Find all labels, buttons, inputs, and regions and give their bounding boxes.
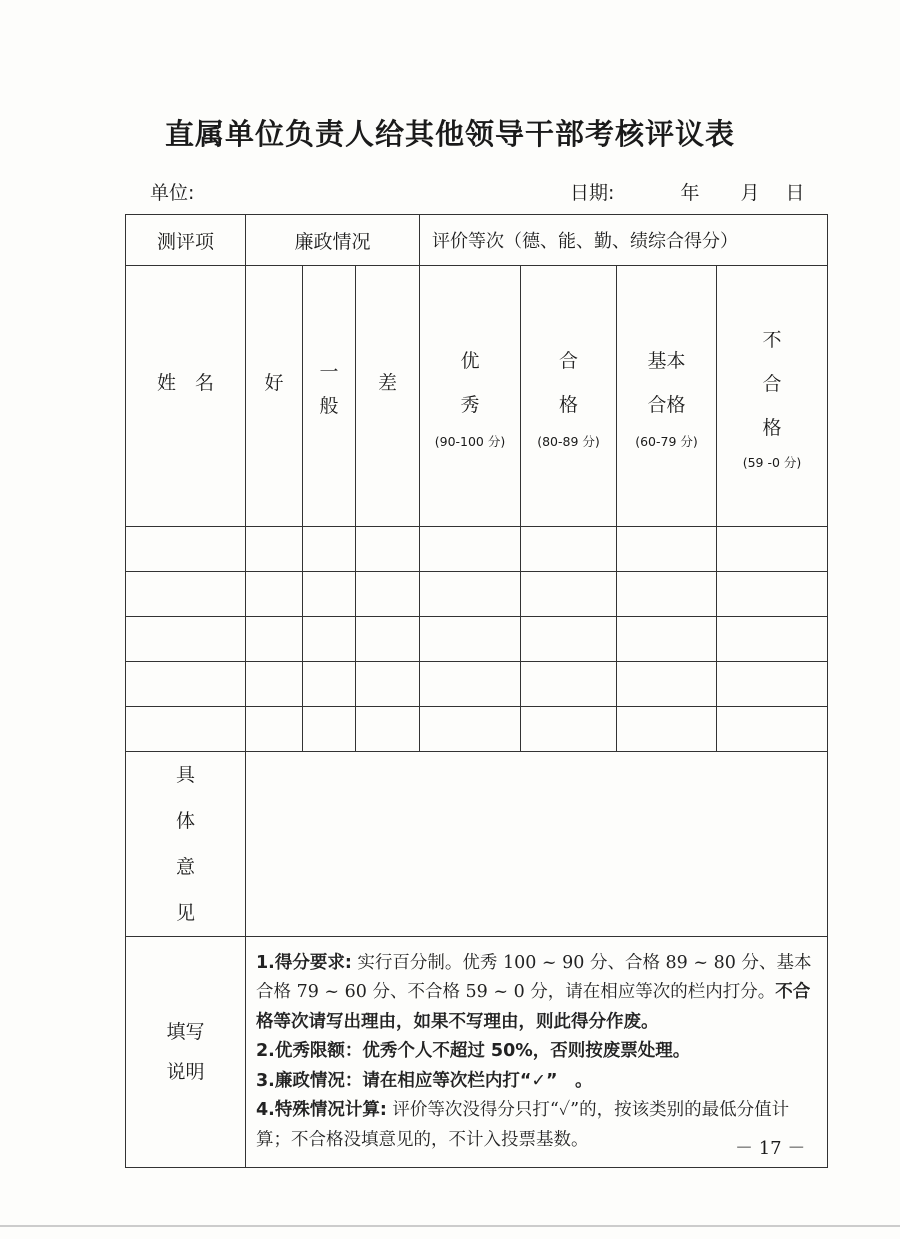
qualified-cell[interactable] — [521, 662, 617, 707]
table-row — [126, 527, 828, 572]
basic-qualified-cell[interactable] — [617, 662, 717, 707]
name-cell[interactable] — [126, 707, 246, 752]
good-cell[interactable] — [246, 617, 303, 662]
excellent-cell[interactable] — [420, 617, 521, 662]
unqualified-cell[interactable] — [717, 662, 828, 707]
qualified-cell[interactable] — [521, 707, 617, 752]
evaluation-header: 评价等次（德、能、勤、绩综合得分） — [420, 215, 828, 266]
good-cell[interactable] — [246, 707, 303, 752]
name-cell[interactable] — [126, 572, 246, 617]
date-label: 日期: — [570, 182, 615, 204]
note-4: 4.特殊情况计算: 评价等次没得分只打“✓”的，按该类别的最低分值计算；不合格没填意见的，不计入投票基数。 — [256, 1100, 790, 1150]
notes-text — [246, 937, 828, 1168]
table-row — [126, 572, 828, 617]
scan-edge-divider — [0, 1225, 900, 1227]
day-label: 日 — [785, 182, 805, 204]
excellent-cell[interactable] — [420, 572, 521, 617]
integrity-header: 廉政情况 — [246, 215, 420, 266]
excellent-cell[interactable] — [420, 527, 521, 572]
average-cell[interactable] — [303, 662, 356, 707]
qualified-cell[interactable] — [521, 617, 617, 662]
name-cell[interactable] — [126, 527, 246, 572]
good-header: 好 — [246, 266, 303, 527]
qualified-cell[interactable] — [521, 527, 617, 572]
opinion-label: 具 体 意 见 — [126, 752, 246, 937]
opinion-field[interactable] — [246, 752, 828, 937]
average-header: 一 般 — [303, 266, 356, 527]
average-cell[interactable] — [303, 617, 356, 662]
unqualified-header: 不 合 格 (59 -0 分) — [717, 266, 828, 527]
note-3: 3.廉政情况：请在相应等次栏内打“✓” 。 — [256, 1070, 593, 1091]
table-row — [126, 707, 828, 752]
column-header-row — [126, 266, 828, 527]
unqualified-cell[interactable] — [717, 707, 828, 752]
excellent-cell[interactable] — [420, 707, 521, 752]
good-cell[interactable] — [246, 662, 303, 707]
good-cell[interactable] — [246, 527, 303, 572]
basic-qualified-header: 基本 合格 (60-79 分) — [617, 266, 717, 527]
month-label: 月 — [740, 182, 760, 204]
poor-header: 差 — [356, 266, 420, 527]
average-cell[interactable] — [303, 707, 356, 752]
date-field — [570, 178, 810, 205]
name-cell[interactable] — [126, 662, 246, 707]
qualified-cell[interactable] — [521, 572, 617, 617]
unqualified-cell[interactable] — [717, 572, 828, 617]
qualified-header: 合 格 (80-89 分) — [521, 266, 617, 527]
name-cell[interactable] — [126, 617, 246, 662]
table-row — [126, 662, 828, 707]
poor-cell[interactable] — [356, 527, 420, 572]
note-1: 1.得分要求: 实行百分制。优秀 100 ~ 90 分、合格 89 ~ 80 分、基本合格 79 ~ 60 分、不合格 59 ~ 0 分，请在相应等次的栏内打分。不合格等次请写出理由，如果不写理由，则此得分作废。 — [256, 952, 812, 1032]
notes-label: 填写 说明 — [126, 937, 246, 1168]
form-title: 直属单位负责人给其他领导干部考核评议表 — [164, 117, 735, 151]
good-cell[interactable] — [246, 572, 303, 617]
page-number: － 17 － — [735, 1138, 806, 1159]
unit-label: 单位: — [150, 182, 195, 204]
average-cell[interactable] — [303, 572, 356, 617]
basic-qualified-cell[interactable] — [617, 707, 717, 752]
item-header: 测评项 — [126, 215, 246, 266]
poor-cell[interactable] — [356, 617, 420, 662]
note-2: 2.优秀限额：优秀个人不超过 50%，否则按废票处理。 — [256, 1041, 691, 1062]
average-cell[interactable] — [303, 527, 356, 572]
poor-cell[interactable] — [356, 662, 420, 707]
basic-qualified-cell[interactable] — [617, 527, 717, 572]
notes-row — [126, 937, 828, 1168]
unqualified-cell[interactable] — [717, 527, 828, 572]
header-row — [126, 215, 828, 266]
name-header: 姓 名 — [126, 266, 246, 527]
excellent-header: 优 秀 (90-100 分) — [420, 266, 521, 527]
table-row — [126, 617, 828, 662]
basic-qualified-cell[interactable] — [617, 617, 717, 662]
year-label: 年 — [680, 182, 700, 204]
poor-cell[interactable] — [356, 572, 420, 617]
evaluation-table — [125, 214, 828, 1168]
opinion-row — [126, 752, 828, 937]
unqualified-cell[interactable] — [717, 617, 828, 662]
excellent-cell[interactable] — [420, 662, 521, 707]
poor-cell[interactable] — [356, 707, 420, 752]
basic-qualified-cell[interactable] — [617, 572, 717, 617]
